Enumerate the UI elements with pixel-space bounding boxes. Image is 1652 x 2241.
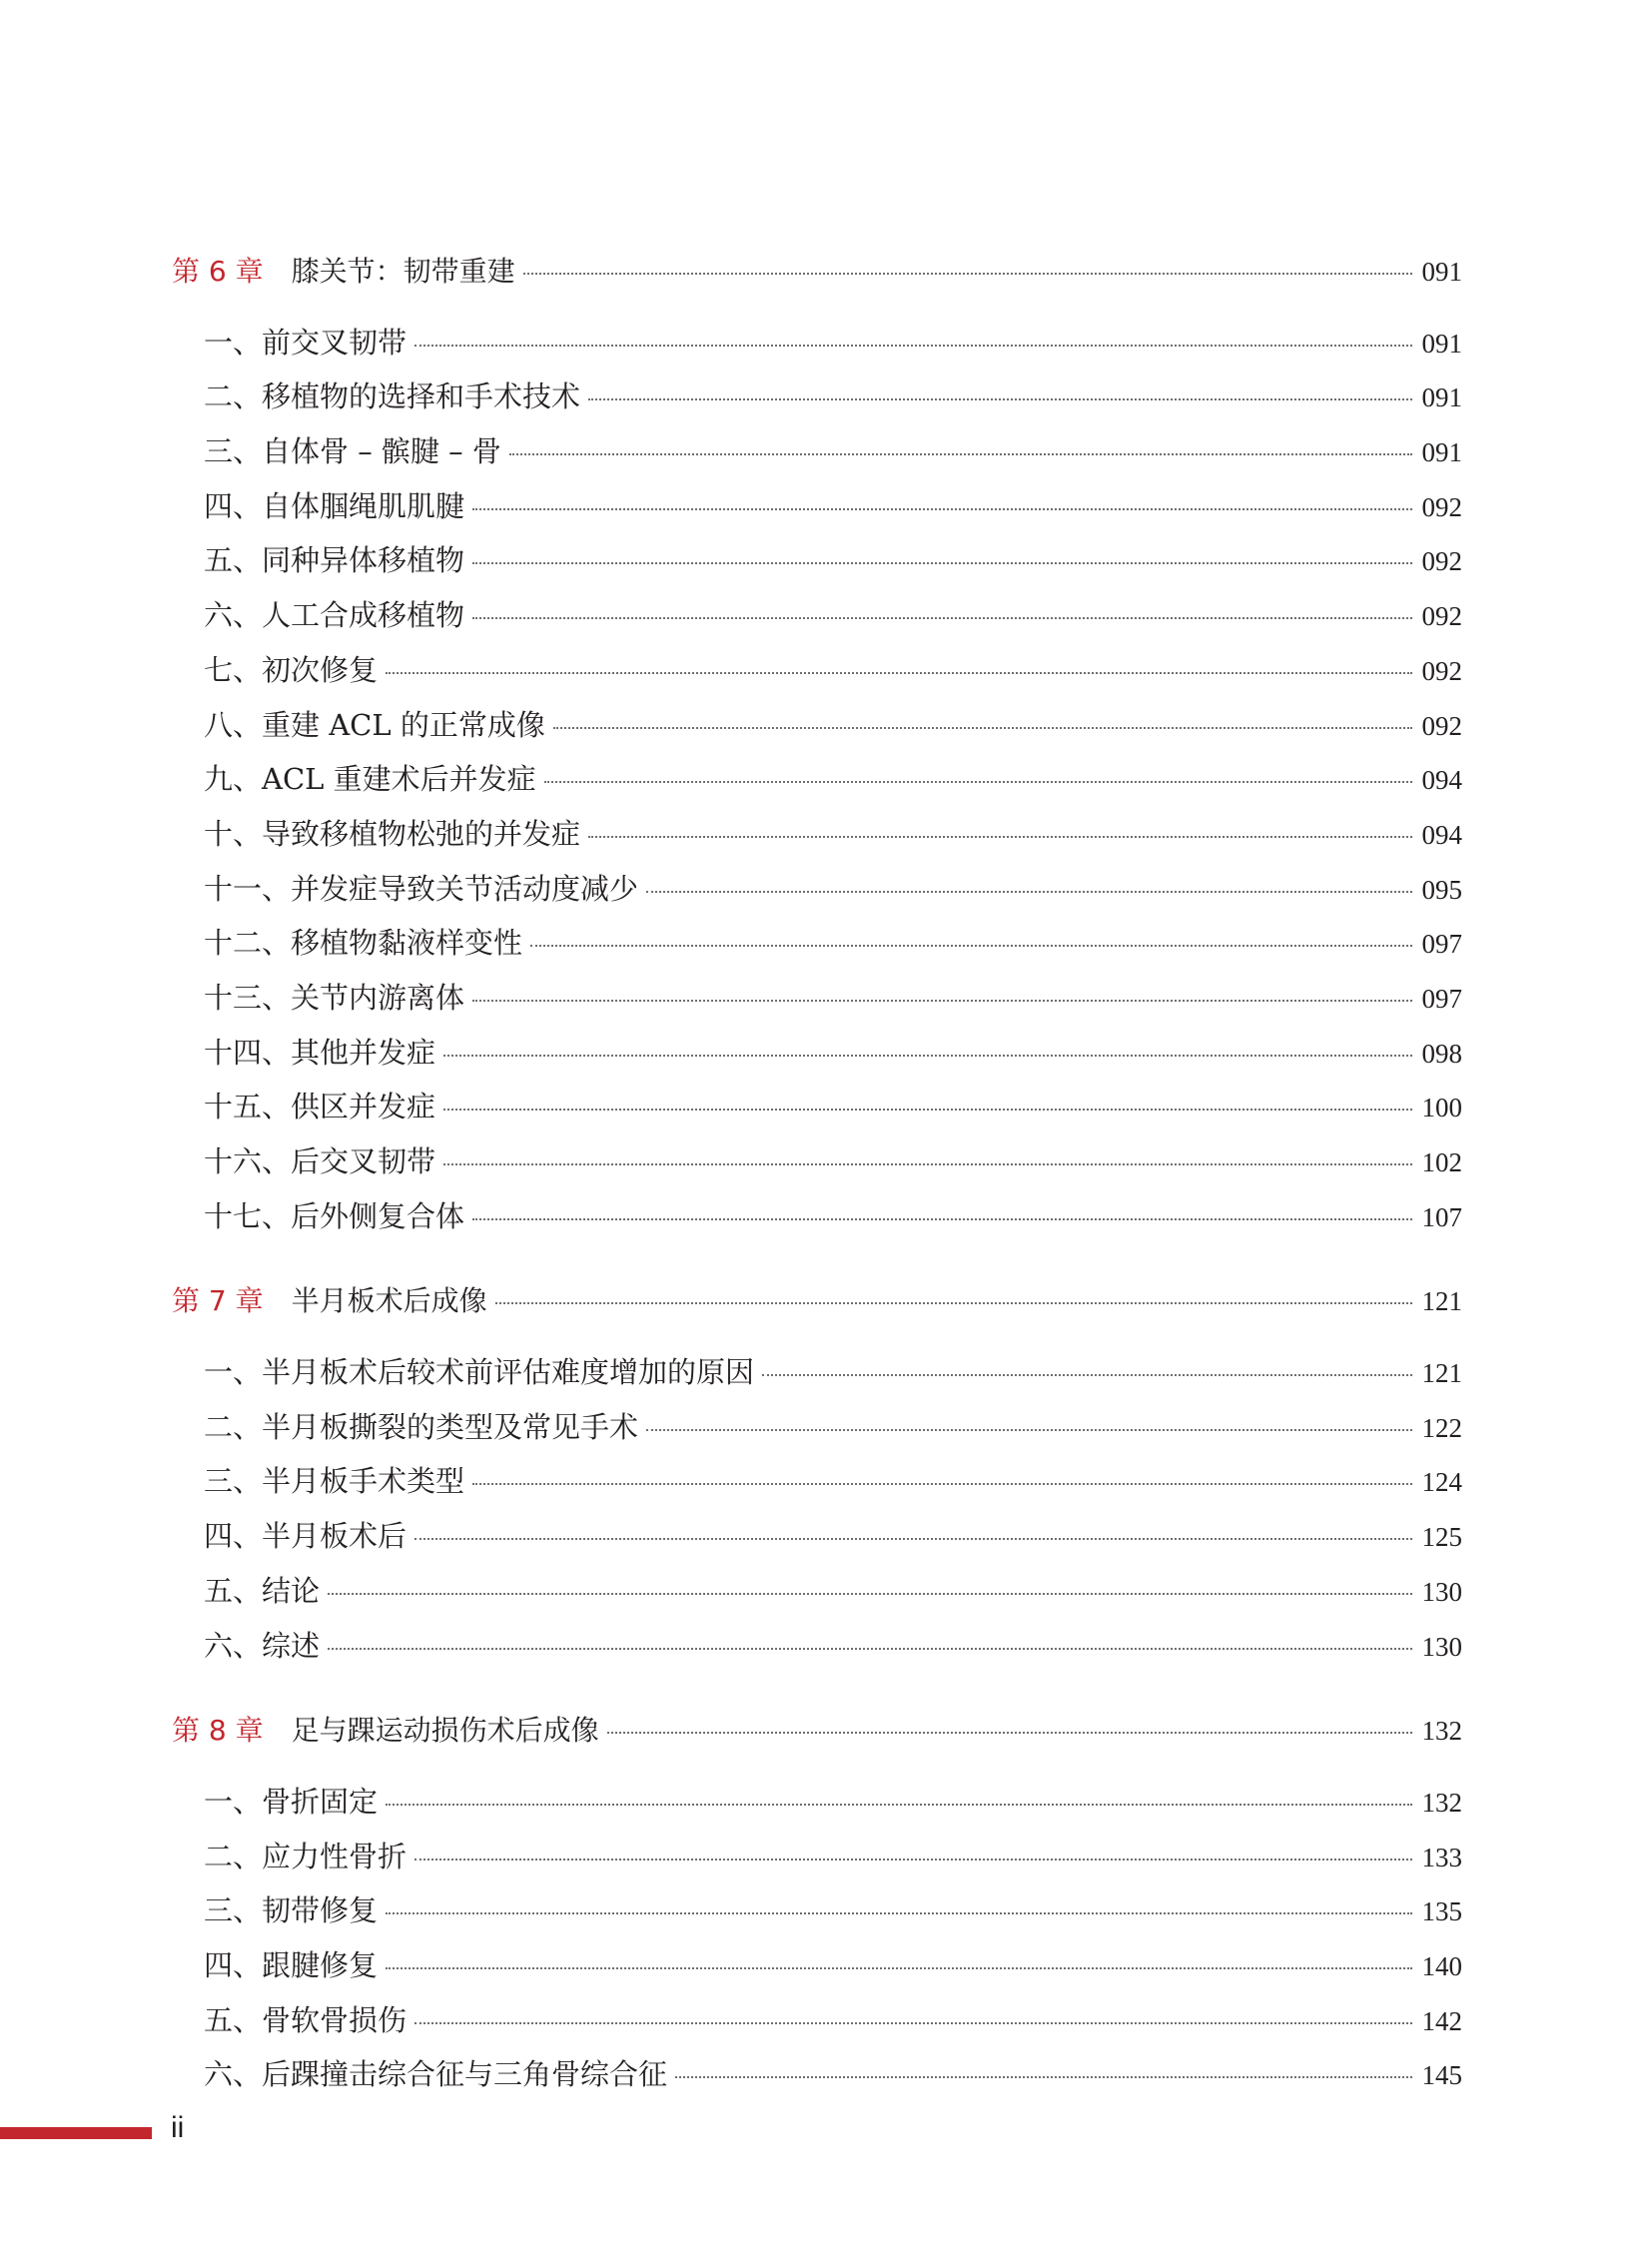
section-page: 121 — [1421, 1358, 1462, 1389]
chapter-title: 足与踝运动损伤术后成像 — [291, 1714, 599, 1748]
section-page: 091 — [1421, 382, 1462, 413]
section-page: 092 — [1421, 491, 1462, 522]
dot-leader — [472, 1483, 1411, 1485]
footer-page-number: ii — [171, 2111, 185, 2144]
section-page: 097 — [1421, 929, 1462, 960]
section-entry[interactable] — [172, 643, 1462, 698]
section-title: 六、人工合成移植物 — [204, 598, 465, 633]
section-entry[interactable] — [172, 862, 1462, 917]
section-title: 十、导致移植物松弛的并发症 — [204, 816, 581, 851]
dot-leader — [328, 1593, 1411, 1595]
section-page: 145 — [1421, 2060, 1462, 2091]
section-title: 十四、其他并发症 — [204, 1035, 436, 1070]
section-page: 092 — [1421, 601, 1462, 632]
dot-leader — [495, 1302, 1412, 1304]
section-title: 十一、并发症导致关节活动度减少 — [204, 871, 639, 906]
dot-leader — [443, 1055, 1411, 1057]
section-entry[interactable] — [172, 698, 1462, 753]
chapter-number: 第 8 章 — [172, 1714, 264, 1748]
section-title: 三、自体骨 – 髌腱 – 骨 — [204, 434, 501, 469]
section-title: 四、自体腘绳肌肌腱 — [204, 488, 465, 523]
chapter-page: 132 — [1421, 1716, 1462, 1747]
chapter-number: 第 7 章 — [172, 1284, 264, 1318]
section-entry[interactable] — [172, 1619, 1462, 1674]
section-entry[interactable] — [172, 588, 1462, 643]
section-entry[interactable] — [172, 479, 1462, 534]
section-page: 094 — [1421, 819, 1462, 850]
chapter-block — [172, 1704, 1462, 2102]
section-page: 097 — [1421, 983, 1462, 1014]
dot-leader — [762, 1374, 1411, 1376]
section-page: 091 — [1421, 328, 1462, 359]
table-of-contents — [172, 245, 1462, 2133]
section-entry[interactable] — [172, 916, 1462, 971]
chapter-title: 半月板术后成像 — [291, 1284, 487, 1318]
section-entry[interactable] — [172, 316, 1462, 371]
section-title: 四、半月板术后 — [204, 1519, 408, 1554]
section-entry[interactable] — [172, 1454, 1462, 1509]
section-entry[interactable] — [172, 424, 1462, 479]
section-page: 100 — [1421, 1093, 1462, 1123]
section-title: 十五、供区并发症 — [204, 1090, 436, 1124]
chapter-entry[interactable] — [172, 1704, 1462, 1759]
section-title: 二、半月板撕裂的类型及常见手术 — [204, 1409, 639, 1444]
section-entry[interactable] — [172, 752, 1462, 807]
section-page: 133 — [1421, 1842, 1462, 1872]
section-page: 092 — [1421, 655, 1462, 686]
section-page: 098 — [1421, 1038, 1462, 1069]
section-title: 三、半月板手术类型 — [204, 1464, 465, 1499]
section-title: 十六、后交叉韧带 — [204, 1144, 436, 1178]
chapter-entry[interactable] — [172, 245, 1462, 300]
dot-leader — [472, 1218, 1411, 1220]
section-page: 107 — [1421, 1201, 1462, 1232]
dot-leader — [386, 1912, 1411, 1914]
section-entry[interactable] — [172, 533, 1462, 588]
section-title: 六、综述 — [204, 1628, 321, 1663]
section-entry[interactable] — [172, 1830, 1462, 1884]
chapter-entry[interactable] — [172, 1274, 1462, 1329]
dot-leader — [386, 672, 1411, 674]
section-entry[interactable] — [172, 1775, 1462, 1830]
section-page: 091 — [1421, 437, 1462, 468]
chapter-page: 121 — [1421, 1286, 1462, 1317]
dot-leader — [675, 2076, 1411, 2078]
chapter-number: 第 6 章 — [172, 255, 264, 288]
section-title: 一、半月板术后较术前评估难度增加的原因 — [204, 1355, 755, 1390]
section-title: 三、韧带修复 — [204, 1893, 379, 1928]
section-title: 六、后踝撞击综合征与三角骨综合征 — [204, 2057, 668, 2092]
section-title: 十二、移植物黏液样变性 — [204, 926, 523, 961]
dot-leader — [414, 1538, 1411, 1540]
section-title: 十七、后外侧复合体 — [204, 1198, 465, 1233]
dot-leader — [509, 453, 1412, 455]
dot-leader — [443, 1109, 1411, 1111]
dot-leader — [414, 2022, 1411, 2024]
section-page: 130 — [1421, 1576, 1462, 1607]
section-entry[interactable] — [172, 1564, 1462, 1619]
dot-leader — [472, 1000, 1411, 1002]
section-entry[interactable] — [172, 1189, 1462, 1244]
dot-leader — [646, 1429, 1411, 1431]
dot-leader — [544, 781, 1412, 783]
section-entry[interactable] — [172, 1134, 1462, 1189]
section-title: 八、重建 ACL 的正常成像 — [204, 707, 545, 742]
section-title: 十三、关节内游离体 — [204, 980, 465, 1015]
section-title: 二、应力性骨折 — [204, 1839, 408, 1873]
section-title: 九、ACL 重建术后并发症 — [204, 762, 536, 797]
section-title: 五、同种异体移植物 — [204, 543, 465, 578]
chapter-title: 膝关节：韧带重建 — [291, 255, 515, 288]
section-entry[interactable] — [172, 370, 1462, 424]
section-page: 124 — [1421, 1467, 1462, 1498]
section-entry[interactable] — [172, 971, 1462, 1026]
section-entry[interactable] — [172, 1026, 1462, 1081]
chapter-block — [172, 1274, 1462, 1673]
section-entry[interactable] — [172, 1883, 1462, 1938]
section-title: 四、跟腱修复 — [204, 1947, 379, 1982]
section-title: 七、初次修复 — [204, 652, 379, 687]
footer-accent-bar — [0, 2127, 152, 2139]
dot-leader — [588, 836, 1411, 838]
dot-leader — [386, 1804, 1411, 1806]
section-entry[interactable] — [172, 807, 1462, 862]
dot-leader — [646, 891, 1411, 893]
section-page: 125 — [1421, 1522, 1462, 1553]
section-page: 094 — [1421, 765, 1462, 796]
dot-leader — [472, 562, 1411, 564]
section-entry[interactable] — [172, 1938, 1462, 1993]
section-page: 140 — [1421, 1950, 1462, 1981]
dot-leader — [588, 398, 1411, 400]
dot-leader — [386, 1967, 1411, 1969]
dot-leader — [472, 617, 1411, 619]
section-page: 102 — [1421, 1147, 1462, 1177]
dot-leader — [553, 727, 1412, 729]
section-page: 142 — [1421, 2005, 1462, 2036]
dot-leader — [414, 1859, 1411, 1861]
section-title: 五、骨软骨损伤 — [204, 2002, 408, 2037]
section-entry[interactable] — [172, 1400, 1462, 1455]
dot-leader — [472, 508, 1411, 510]
section-entry[interactable] — [172, 1345, 1462, 1400]
section-page: 092 — [1421, 710, 1462, 741]
dot-leader — [328, 1648, 1411, 1650]
section-page: 130 — [1421, 1631, 1462, 1662]
section-page: 122 — [1421, 1412, 1462, 1443]
section-page: 132 — [1421, 1787, 1462, 1818]
chapter-block — [172, 245, 1462, 1243]
section-title: 一、骨折固定 — [204, 1784, 379, 1819]
section-entry[interactable] — [172, 1993, 1462, 2048]
section-title: 五、结论 — [204, 1573, 321, 1608]
dot-leader — [523, 273, 1412, 275]
section-entry[interactable] — [172, 2047, 1462, 2102]
section-entry[interactable] — [172, 1509, 1462, 1564]
dot-leader — [607, 1732, 1412, 1734]
section-title: 一、前交叉韧带 — [204, 325, 408, 360]
section-page: 092 — [1421, 546, 1462, 577]
section-page: 135 — [1421, 1896, 1462, 1927]
dot-leader — [443, 1163, 1411, 1165]
section-page: 095 — [1421, 874, 1462, 905]
chapter-page: 091 — [1421, 257, 1462, 287]
section-entry[interactable] — [172, 1080, 1462, 1134]
section-title: 二、移植物的选择和手术技术 — [204, 379, 581, 414]
dot-leader — [414, 345, 1411, 347]
dot-leader — [530, 945, 1411, 947]
